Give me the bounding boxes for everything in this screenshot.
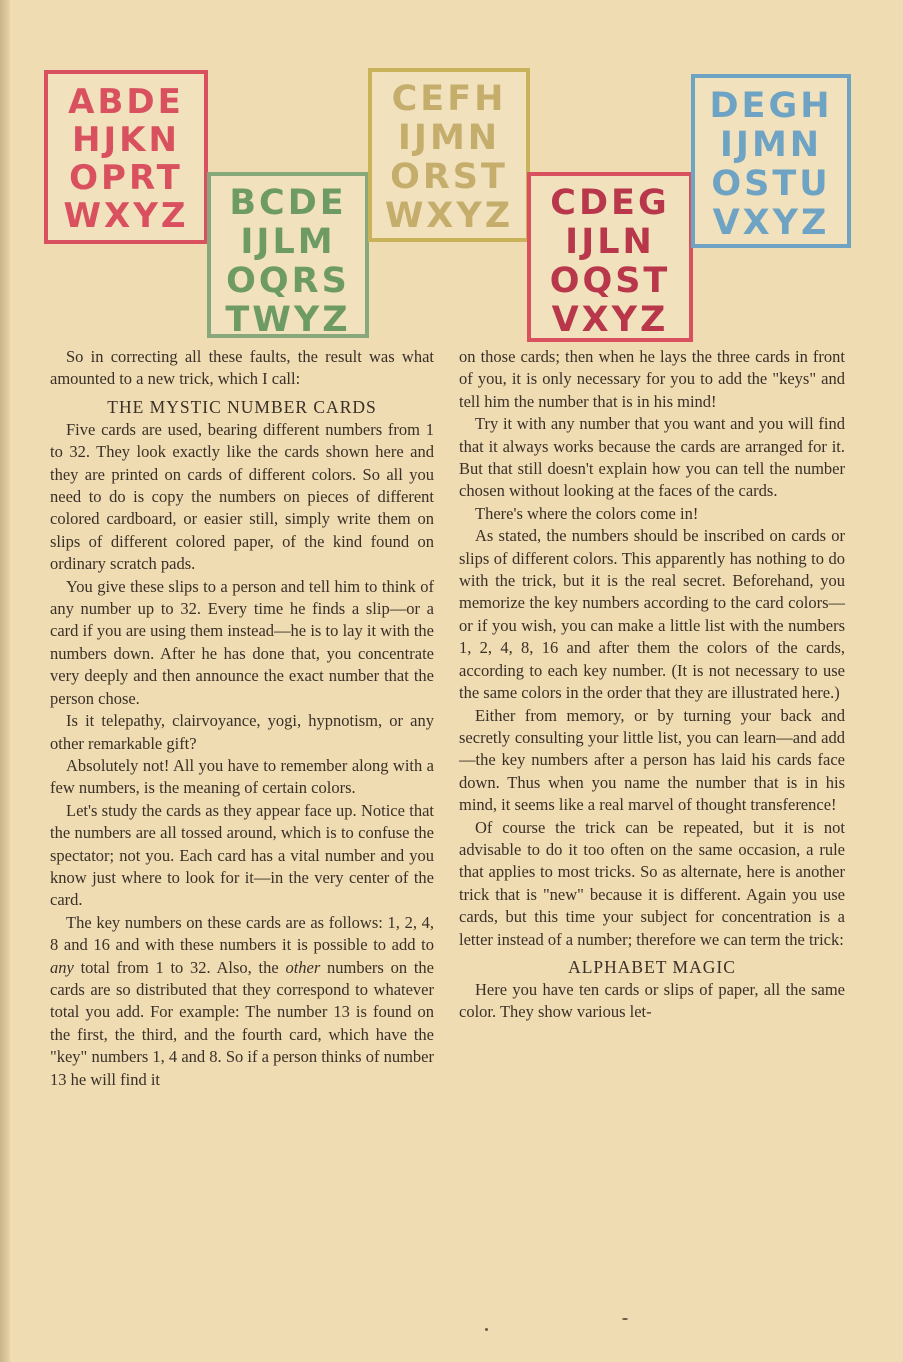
body-paragraph: As stated, the numbers should be inscribed on cards or slips of different colors. This apparently has nothing to do with the trick, but it is the real secret. Beforehand, you memorize the key numbers according to the card colors—or if you wish, you can make a little list with the numbers 1, 2, 4, 8, 16 and after them the colors of the cards, according to each key number. (It is not necessary to use the same colors in the order that they are illustrated here.) (459, 526, 845, 703)
body-paragraph: Five cards are used, bearing different numbers from 1 to 32. They look exactly like the cards shown here and they are printed on cards of different colors. So all you need to do is copy the numbers on pieces of different colored cardboard, or easier still, simply write them on slips of different colored paper, of the kind found on ordinary scratch pads. (50, 419, 434, 574)
letter-card-red (44, 70, 208, 244)
card-row: TWYZ (225, 300, 351, 340)
card-row: OPRT (69, 158, 183, 198)
body-paragraph: Try it with any number that you want and you will find that it always works because the cards are arranged for it. But that still doesn't explain how you can tell the number chosen without looking at the faces of the cards. (459, 414, 845, 501)
card-row: OSTU (711, 164, 831, 204)
body-paragraph (50, 912, 434, 1091)
card-row: VXYZ (712, 203, 830, 243)
print-speck (485, 1328, 488, 1331)
body-paragraph: There's where the colors come in! (475, 503, 699, 523)
section-heading: THE MYSTIC NUMBER CARDS (107, 396, 377, 417)
body-paragraph: Here you have ten cards or slips of paper, all the same color. They show various let- (459, 979, 845, 1022)
card-row: OQST (549, 261, 671, 301)
card-row: IJLN (565, 222, 655, 262)
card-row: CDEG (550, 183, 670, 223)
card-row: CEFH (391, 79, 507, 119)
body-paragraph: Let's study the cards as they appear face up. Notice that the numbers are all tossed around, which is to confuse the spectator; not you. Each card has a vital number and you know just where to look for it—in the very center of the card. (50, 800, 434, 910)
card-row: OQRS (226, 261, 350, 301)
text-run: The key numbers on these cards are as follows: 1, 2, 4, 8 and 16 and with these numbers it is possible to add to (50, 912, 434, 955)
emphasis-text: any (50, 957, 74, 977)
text-run: numbers on the cards are so distributed that they correspond to whatever total you add. For example: The number 13 is found on the first, the third, and the fourth card, which have the "key" numbers 1, 4 and 8. So if a person thinks of number 13 he will find it (50, 957, 434, 1089)
left-column (50, 346, 434, 1091)
body-paragraph: Absolutely not! All you have to remember along with a few numbers, is the meaning of certain colors. (50, 755, 434, 798)
body-paragraph: Of course the trick can be repeated, but it is not advisable to do it too often on the same occasion, a rule that applies to most tricks. So as alternate, here is another trick that is "new" because it is different. Again you use cards, but this time your subject for concentration is a letter instead of a number; therefore we can term the trick: (459, 817, 845, 949)
letter-card-blue (691, 74, 851, 248)
card-row: HJKN (72, 120, 180, 160)
card-row: ABDE (68, 82, 184, 122)
card-row: DEGH (709, 86, 833, 126)
print-speck (622, 1318, 628, 1320)
card-row: IJLM (240, 222, 336, 262)
body-paragraph: You give these slips to a person and tell him to think of any number up to 32. Every time he finds a slip—or a card if you are using them instead—he is to lay it with the numbers down. After he has done that, you concentrate very deeply and then announce the exact number that the person chose. (50, 576, 434, 708)
body-paragraph: on those cards; then when he lays the three cards in front of you, it is only necessary for you to add the "keys" and tell him the number that is in his mind! (459, 347, 845, 411)
card-row: BCDE (229, 183, 347, 223)
card-row: WXYZ (63, 196, 189, 236)
card-row: IJMN (719, 125, 823, 165)
letter-card-dark-red (527, 172, 693, 342)
page-edge (0, 0, 10, 1362)
letter-card-yellow (368, 68, 530, 242)
emphasis-text: other (285, 957, 321, 977)
right-column (459, 346, 845, 1024)
intro-paragraph: So in correcting all these faults, the result was what amounted to a new trick, which I call: (50, 347, 434, 389)
text-run: total from 1 to 32. Also, the (73, 957, 286, 977)
body-paragraph: Is it telepathy, clairvoyance, yogi, hypnotism, or any other remarkable gift? (50, 711, 434, 753)
card-row: VXYZ (551, 300, 669, 340)
card-row: IJMN (397, 118, 501, 158)
card-row: WXYZ (384, 196, 514, 236)
card-row: ORST (390, 157, 508, 197)
body-paragraph: Either from memory, or by turning your back and secretly consulting your little list, you can learn—and add—the key numbers after a person has laid his cards face down. Thus when you name the number that is in his mind, it seems like a real marvel of thought transference! (459, 705, 845, 815)
section-heading: ALPHABET MAGIC (568, 956, 736, 977)
letter-card-green (207, 172, 369, 338)
